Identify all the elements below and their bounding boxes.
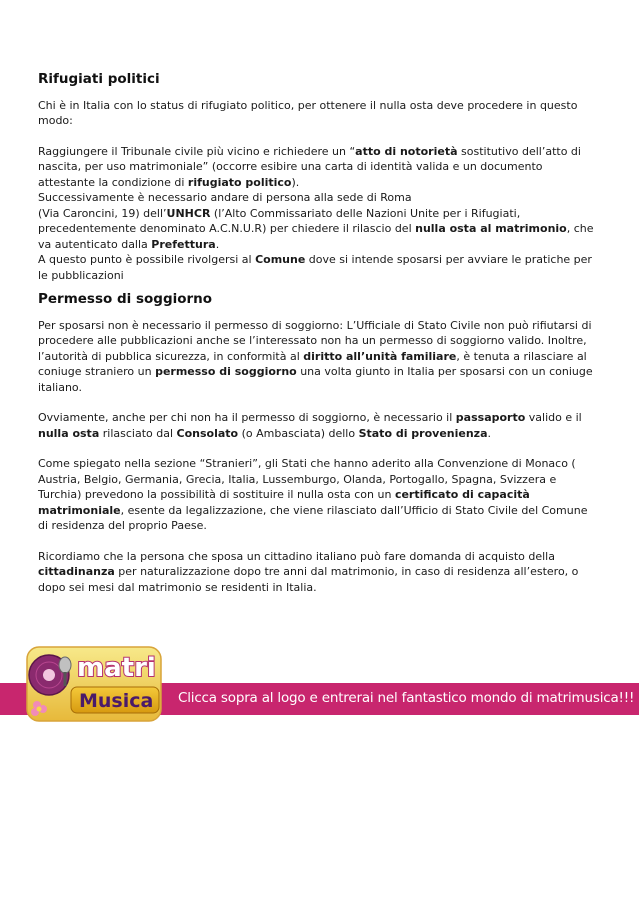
section-title-permesso: Permesso di soggiorno — [38, 291, 213, 307]
section-title-rifugiati: Rifugiati politici — [38, 71, 160, 87]
paragraph: Raggiungere il Tribunale civile più vicino e richiedere un “atto di notorietà sostitutivo dell’atto di nascita, per uso matrimoniale” (occorre esibire una carta di identità valida e un documento attestante la condizione di rifugiato politico). Successivamente è necessario andare di persona alla sede di Roma (Via Caroncini, 19) dell’UNHCR (l’Alto Commissariato delle Nazioni Unite per i Rifugiati, precedentemente denominato A.C.N.U.R) per chiedere il rilascio del nulla osta al matrimonio, che va autenticato dalla Prefettura. A questo punto è possibile rivolgersi al Comune dove si intende sposarsi per avviare le pratiche per le pubblicazioni — [38, 144, 594, 282]
paragraph: Chi è in Italia con lo status di rifugiato politico, per ottenere il nulla osta deve procedere in questo modo: — [38, 98, 578, 127]
banner-text: Clicca sopra al logo e entrerai nel fantastico mondo di matrimusica!!! — [178, 690, 635, 706]
paragraph: Ovviamente, anche per chi non ha il permesso di soggiorno, è necessario il passaporto valido e il nulla osta rilasciato dal Consolato (o Ambasciata) dello Stato di provenienza. — [38, 411, 582, 440]
paragraph: Come spiegato nella sezione “Stranieri”, gli Stati che hanno aderito alla Convenzione di Monaco ( Austria, Belgio, Germania, Grecia, Italia, Lussemburgo, Olanda, Portogallo, Spagna, Svizzera e Turchia) prevedono la possibilità di sostituire il nulla osta con un certificato di capacità matrimoniale, esente da legalizzazione, che viene rilasciato dall’Ufficio di Stato Civile del Comune di residenza del proprio Paese. — [38, 457, 588, 532]
document-body — [38, 72, 600, 610]
svg-text:matri: matri — [77, 653, 156, 683]
svg-text:Musica: Musica — [79, 690, 154, 712]
paragraph: Per sposarsi non è necessario il permesso di soggiorno: L’Ufficiale di Stato Civile non può rifiutarsi di procedere alle pubblicazioni anche se l’interessato non ha un permesso di soggiorno valido. Inoltre, l’autorità di pubblica sicurezza, in conformità al diritto all’unità familiare, è tenuta a rilasciare al coniuge straniero un permesso di soggiorno una volta giunto in Italia per sposarsi con un coniuge italiano. — [38, 318, 593, 394]
matrimusica-logo[interactable] — [25, 643, 163, 725]
paragraph: Ricordiamo che la persona che sposa un cittadino italiano può fare domanda di acquisto della cittadinanza per naturalizzazione dopo tre anni dal matrimonio, in caso di residenza all’estero, o dopo sei mesi dal matrimonio se residenti in Italia. — [38, 549, 579, 594]
